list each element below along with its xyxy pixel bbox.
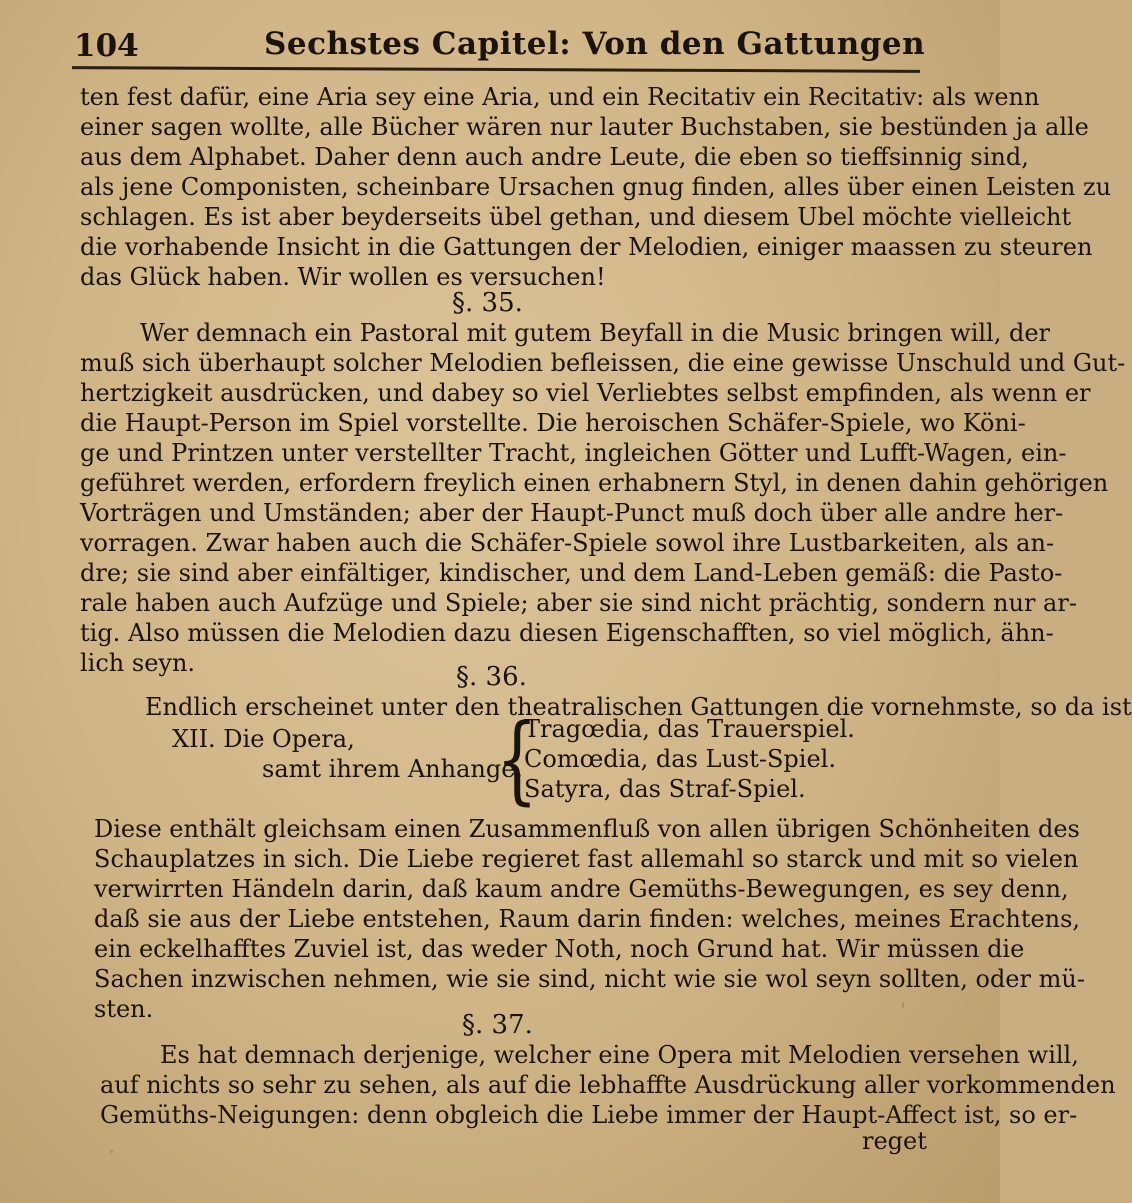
genre-item: Tragœdia, das Trauerspiel. [524,715,855,743]
paper-speck [938,124,946,126]
text-line: hertzigkeit ausdrücken, und dabey so viel Verliebtes selbst empfinden, als wenn er [80,379,1091,407]
text-line: sten. [94,995,154,1023]
brace-symbol: { [496,703,538,815]
text-line: als jene Componisten, scheinbare Ursachen gnug finden, alles über einen Leisten zu [80,173,1112,201]
text-line: schlagen. Es ist aber beyderseits übel gethan, und diesem Ubel möchte vielleicht [80,203,1072,231]
text-line: dre; sie sind aber einfältiger, kindischer, und dem Land-Leben gemäß: die Pasto- [80,559,1063,587]
text-line: geführet werden, erfordern freylich einen erhabnern Styl, in denen dahin gehörigen [80,469,1109,497]
text-line: aus dem Alphabet. Daher denn auch andre Leute, die eben so tieffsinnig sind, [80,143,1029,171]
text-line: ein eckelhafftes Zuviel ist, das weder Noth, noch Grund hat. Wir müssen die [94,935,1025,963]
text-line: das Glück haben. Wir wollen es versuchen! [80,263,606,291]
section-heading: §. 35. [452,288,523,318]
text-line: ge und Printzen unter verstellter Tracht, ingleichen Götter und Lufft-Wagen, ein- [80,439,1067,467]
text-line: die vorhabende Insicht in die Gattungen der Melodien, einiger maassen zu steuren [80,233,1093,261]
text-line: lich seyn. [80,649,196,677]
text-line: tig. Also müssen die Melodien dazu diesen Eigenschafften, so viel möglich, ähn- [80,619,1054,647]
text-line: die Haupt-Person im Spiel vorstellte. Die heroischen Schäfer-Spiele, wo Köni- [80,409,1026,437]
genre-item: Comœdia, das Lust-Spiel. [524,745,836,773]
text-line: ten fest dafür, eine Aria sey eine Aria, und ein Recitativ ein Recitativ: als wenn [80,83,1040,111]
text-line: Vorträgen und Umständen; aber der Haupt-Punct muß doch über alle andre her- [80,499,1064,527]
header-rule [72,66,920,73]
section-heading: §. 36. [456,662,527,692]
paper-speck [902,1002,904,1008]
text-line: Sachen inzwischen nehmen, wie sie sind, nicht wie sie wol seyn sollten, oder mü- [94,965,1085,993]
page-header [74,24,934,64]
running-title: Sechstes Capitel: Von den Gattungen [264,26,926,62]
genre-item: Satyra, das Straf-Spiel. [524,775,806,803]
text-line: rale haben auch Aufzüge und Spiele; aber sie sind nicht prächtig, sondern nur ar- [80,589,1077,617]
text-line: muß sich überhaupt solcher Melodien befleissen, die eine gewisse Unschuld und Gut- [80,349,1126,377]
text-line: Wer demnach ein Pastoral mit gutem Beyfall in die Music bringen will, der [140,319,1051,347]
text-line: einer sagen wollte, alle Bücher wären nur lauter Buchstaben, sie bestünden ja alle [80,113,1089,141]
section-heading: §. 37. [462,1010,533,1040]
text-line: Es hat demnach derjenige, welcher eine Opera mit Melodien versehen will, [160,1041,1079,1069]
text-line: daß sie aus der Liebe entstehen, Raum darin finden: welches, meines Erachtens, [94,905,1081,933]
page-number: 104 [74,28,139,64]
text-line: verwirrten Händeln darin, daß kaum andre Gemüths-Bewegungen, es sey denn, [94,875,1069,903]
text-line: Schauplatzes in sich. Die Liebe regieret fast allemahl so starck und mit so vielen [94,845,1079,873]
text-line: auf nichts so sehr zu sehen, als auf die lebhaffte Ausdrückung aller vorkommenden [100,1071,1116,1099]
catchword: reget [862,1127,927,1155]
text-line: Endlich erscheinet unter den theatralischen Gattungen die vornehmste, so da ist [145,693,1132,721]
genre-appendix: samt ihrem Anhange, [262,755,524,783]
text-line: vorragen. Zwar haben auch die Schäfer-Spiele sowol ihre Lustbarkeiten, als an- [80,529,1055,557]
text-line: Diese enthält gleichsam einen Zusammenfluß von allen übrigen Schönheiten des [94,815,1080,843]
genre-title: XII. Die Opera, [172,725,355,753]
text-line: Gemüths-Neigungen: denn obgleich die Liebe immer der Haupt-Affect ist, so er- [100,1101,1078,1129]
paper-speck [110,1150,113,1153]
